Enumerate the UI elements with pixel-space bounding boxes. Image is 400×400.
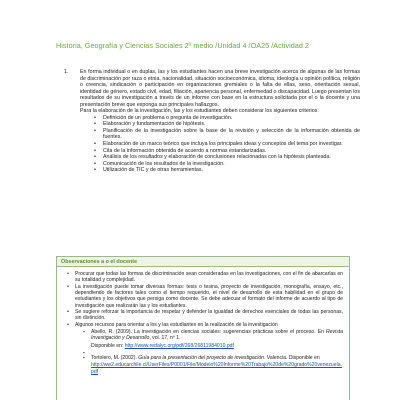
- reference-source: [91, 362, 343, 375]
- reference-text: Abello, R. (2009). La investigación en ciencias sociales: sugerencias prácticas sobre el proceso. En: [91, 329, 326, 336]
- reference-title: Revista Investigación y Desarrollo: [91, 329, 343, 342]
- reference-item: [83, 329, 343, 349]
- activity-section: [64, 69, 360, 174]
- activity-number: 1.: [64, 69, 69, 75]
- resources-intro: Algunos recursos para orientar a los y las estudiantes en la realización de la investigación: [75, 321, 278, 328]
- criteria-intro: Para la elaboración de la investigación, las y los estudiantes deben considerar los siguientes criterios:: [80, 108, 319, 115]
- criteria-item: • Planificación de la investigación sobre la base de la revisión y selección de la información obtenida de fuentes.: [94, 128, 360, 141]
- teacher-notes-box: [56, 256, 350, 400]
- activity-body: [80, 69, 360, 174]
- criteria-item: • Definición de un problema o pregunta de investigación.: [94, 115, 360, 122]
- reference-title: Guía para la presentación del proyecto de investigación: [138, 355, 265, 362]
- reference-text-after: . Valencia. Disponible en: [264, 355, 320, 362]
- teacher-notes-list: [65, 271, 343, 375]
- criteria-item: • Comunicación de los resultados de la investigación.: [94, 161, 360, 168]
- teacher-note-item: • La investigación puede tomar diversas formas: tesis o tesina, proyecto de investigación, monografía, ensayo, etc., dependiendo de factores tales como el tiempo requerido, el nivel de desarrollo de esta habilidad en el grupo de estudiantes y los objetivos que persiga como docente. Se debe adecuar el formato del informe de acuerdo al tipo de investigación que realizarán las y los estudiantes.: [65, 284, 343, 309]
- criteria-item: • Elaboración y fundamentación de hipótesis.: [94, 121, 360, 128]
- source-label: Disponible en:: [91, 342, 125, 349]
- teacher-note-item: [65, 322, 343, 375]
- criteria-item: • Utilización de TIC y de otras herramientas.: [94, 167, 360, 174]
- page-title: Historia, Geografía y Ciencias Sociales 2º medio /Unidad 4 /OA25 /Actividad 2: [56, 41, 309, 50]
- criteria-item: • Elaboración de un marco teórico que incluya los principales ideas y conceptos del tema por investigar.: [94, 141, 360, 148]
- criteria-list: [94, 115, 360, 174]
- criteria-item: • Cita de la información obtenida de acuerdo a normas estandarizadas.: [94, 148, 360, 155]
- reference-text-after: , vol. 17, nº 1.: [149, 335, 181, 342]
- reference-link[interactable]: http://www.redalyc.org/pdf/268/26811984010.pdf: [124, 342, 234, 349]
- teacher-notes-body: [57, 267, 349, 375]
- reference-spacer: [83, 350, 343, 354]
- reference-link[interactable]: http://ww2.educarchile.cl/UserFiles/P0001/File/Modelo%20Informe%20Trabajo%20de%20grado%20venezuela.pdf: [91, 362, 342, 375]
- teacher-note-item: • Procurar que todas las formas de discriminación sean consideradas en las investigaciones, con el fin de abarcarlas en su totalidad y complejidad.: [65, 271, 343, 284]
- reference-item: [83, 355, 343, 375]
- activity-paragraph: En forma individual o en duplas, las y los estudiantes hacen una breve investigación acerca de algunas de las formas de discriminación por raza o etnia, nacionalidad, situación socioeconómica, idioma, ideología u opinión política, religión o creencia, sindicación o participación en organizaciones gremiales o la falta de ellas, sexo, orientación sexual, identidad de género, estado civil, edad, filiación, apariencia personal, enfermedad o discapacidad. Luego presentan los resultados de su investigación a través de un informe con base en la estructura solicitada por el o la docente y una presentación breve que exponga sus principales hallazgos.: [80, 69, 360, 108]
- reference-text: Tortolero, M. (2002).: [91, 355, 139, 362]
- reference-list: [83, 329, 343, 375]
- teacher-note-item: • Se sugiere reforzar la importancia de respetar y defender la igualdad de derechos esenciales de todas las personas, sin distinción.: [65, 309, 343, 322]
- teacher-notes-heading: Observaciones a o el docente: [57, 257, 349, 267]
- reference-source: [91, 343, 343, 349]
- criteria-item: • Análisis de los resultados y elaboración de conclusiones relacionadas con la hipótesis planteada.: [94, 154, 360, 161]
